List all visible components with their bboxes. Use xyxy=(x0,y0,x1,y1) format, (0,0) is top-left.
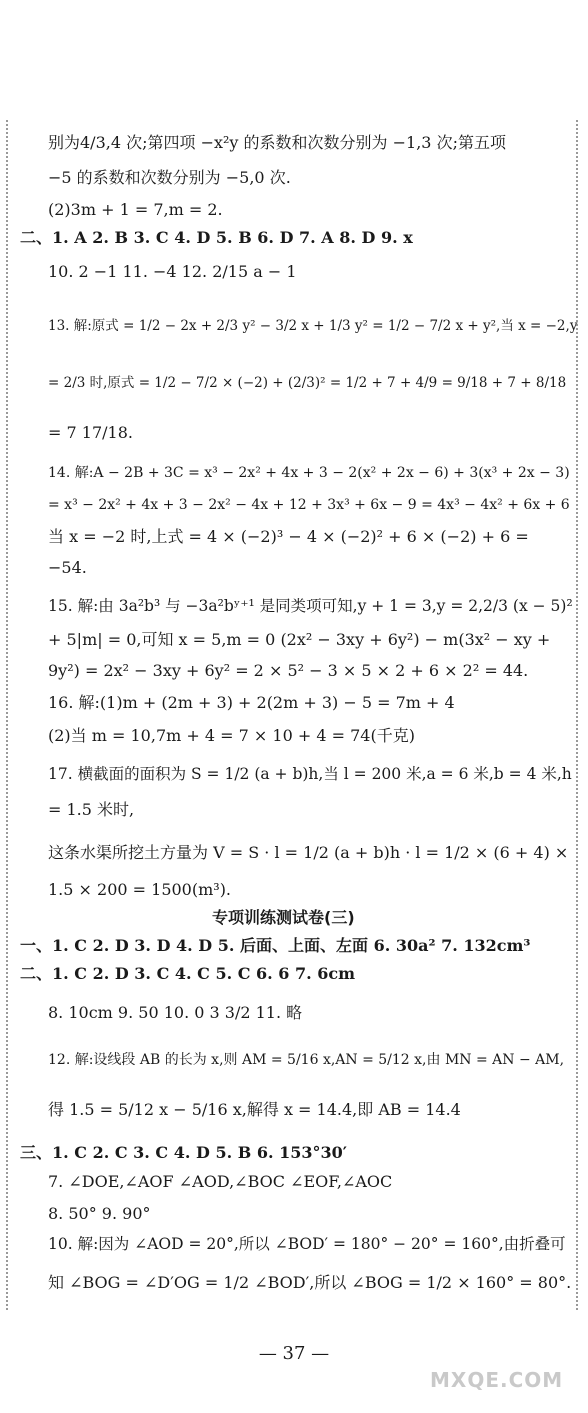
problem-17: 17. 横截面的面积为 S = 1/2 (a + b)h,当 l = 200 米,a = 6 米,b = 4 米,h xyxy=(48,765,572,783)
text-line: 当 x = −2 时,上式 = 4 × (−2)³ − 4 × (−2)² + 6 × (−2) + 6 = xyxy=(48,527,529,546)
watermark-logo: MXQE.COM xyxy=(430,1368,564,1392)
problem-16: 16. 解:(1)m + (2m + 3) + 2(2m + 3) − 5 = 7m + 4 xyxy=(48,693,455,712)
section-two-answers: 二、1. A 2. B 3. C 4. D 5. B 6. D 7. A 8. D 9. x xyxy=(20,228,413,247)
text-line: = 1.5 米时, xyxy=(48,800,135,819)
text-line: −5 的系数和次数分别为 −5,0 次. xyxy=(48,168,291,187)
problem-13: 13. 解:原式 = 1/2 − 2x + 2/3 y² − 3/2 x + 1/3 y² = 1/2 − 7/2 x + y²,当 x = −2,y xyxy=(48,318,578,334)
problem-12: 12. 解:设线段 AB 的长为 x,则 AM = 5/16 x,AN = 5/12 x,由 MN = AN − AM, xyxy=(48,1052,565,1068)
text-line: (2)当 m = 10,7m + 4 = 7 × 10 + 4 = 74(千克) xyxy=(48,726,415,745)
left-dotted-border xyxy=(6,120,8,1310)
right-dotted-border xyxy=(576,120,578,1310)
text-line: 别为4/3,4 次;第四项 −x²y 的系数和次数分别为 −1,3 次;第五项 xyxy=(48,133,506,152)
problem-14: 14. 解:A − 2B + 3C = x³ − 2x² + 4x + 3 − 2(x² + 2x − 6) + 3(x³ + 2x − 3) xyxy=(48,465,570,481)
text-line: = x³ − 2x² + 4x + 3 − 2x² − 4x + 12 + 3x³ + 6x − 9 = 4x³ − 4x² + 6x + 6 xyxy=(48,497,570,513)
text-line: 知 ∠BOG = ∠D′OG = 1/2 ∠BOD′,所以 ∠BOG = 1/2 × 160° = 80°. xyxy=(48,1273,572,1292)
text-line: 1.5 × 200 = 1500(m³). xyxy=(48,880,232,899)
text-line: = 2/3 时,原式 = 1/2 − 7/2 × (−2) + (2/3)² = 1/2 + 7 + 4/9 = 9/18 + 7 + 8/18 xyxy=(48,375,567,391)
section-title: 专项训练测试卷(三) xyxy=(212,908,355,927)
section-one-answers: 一、1. C 2. D 3. D 4. D 5. 后面、上面、左面 6. 30a² 7. 132cm³ xyxy=(20,936,531,955)
page-number: — 37 — xyxy=(258,1343,330,1364)
text-line: = 7 17/18. xyxy=(48,423,133,442)
problem-10: 10. 解:因为 ∠AOD = 20°,所以 ∠BOD′ = 180° − 20° = 160°,由折叠可 xyxy=(48,1235,566,1253)
text-line: 得 1.5 = 5/12 x − 5/16 x,解得 x = 14.4,即 AB = 14.4 xyxy=(48,1100,461,1119)
section-two-answers: 二、1. C 2. D 3. C 4. C 5. C 6. 6 7. 6cm xyxy=(20,964,356,983)
section-three-answers: 三、1. C 2. C 3. C 4. D 5. B 6. 153°30′ xyxy=(20,1143,347,1162)
text-line: (2)3m + 1 = 7,m = 2. xyxy=(48,200,223,219)
text-line: 7. ∠DOE,∠AOF ∠AOD,∠BOC ∠EOF,∠AOC xyxy=(48,1172,393,1191)
text-line: 这条水渠所挖土方量为 V = S · l = 1/2 (a + b)h · l = 1/2 × (6 + 4) × xyxy=(48,843,569,862)
text-line: + 5|m| = 0,可知 x = 5,m = 0 (2x² − 3xy + 6y²) − m(3x² − xy + xyxy=(48,630,551,649)
text-line: 9y²) = 2x² − 3xy + 6y² = 2 × 5² − 3 × 5 × 2 + 6 × 2² = 44. xyxy=(48,661,529,680)
text-line: 8. 10cm 9. 50 10. 0 3 3/2 11. 略 xyxy=(48,1003,303,1022)
text-line: 10. 2 −1 11. −4 12. 2/15 a − 1 xyxy=(48,262,297,281)
text-line: −54. xyxy=(48,558,87,577)
text-line: 8. 50° 9. 90° xyxy=(48,1204,151,1223)
problem-15: 15. 解:由 3a²b³ 与 −3a²bʸ⁺¹ 是同类项可知,y + 1 = 3,y = 2,2/3 (x − 5)² xyxy=(48,597,573,615)
